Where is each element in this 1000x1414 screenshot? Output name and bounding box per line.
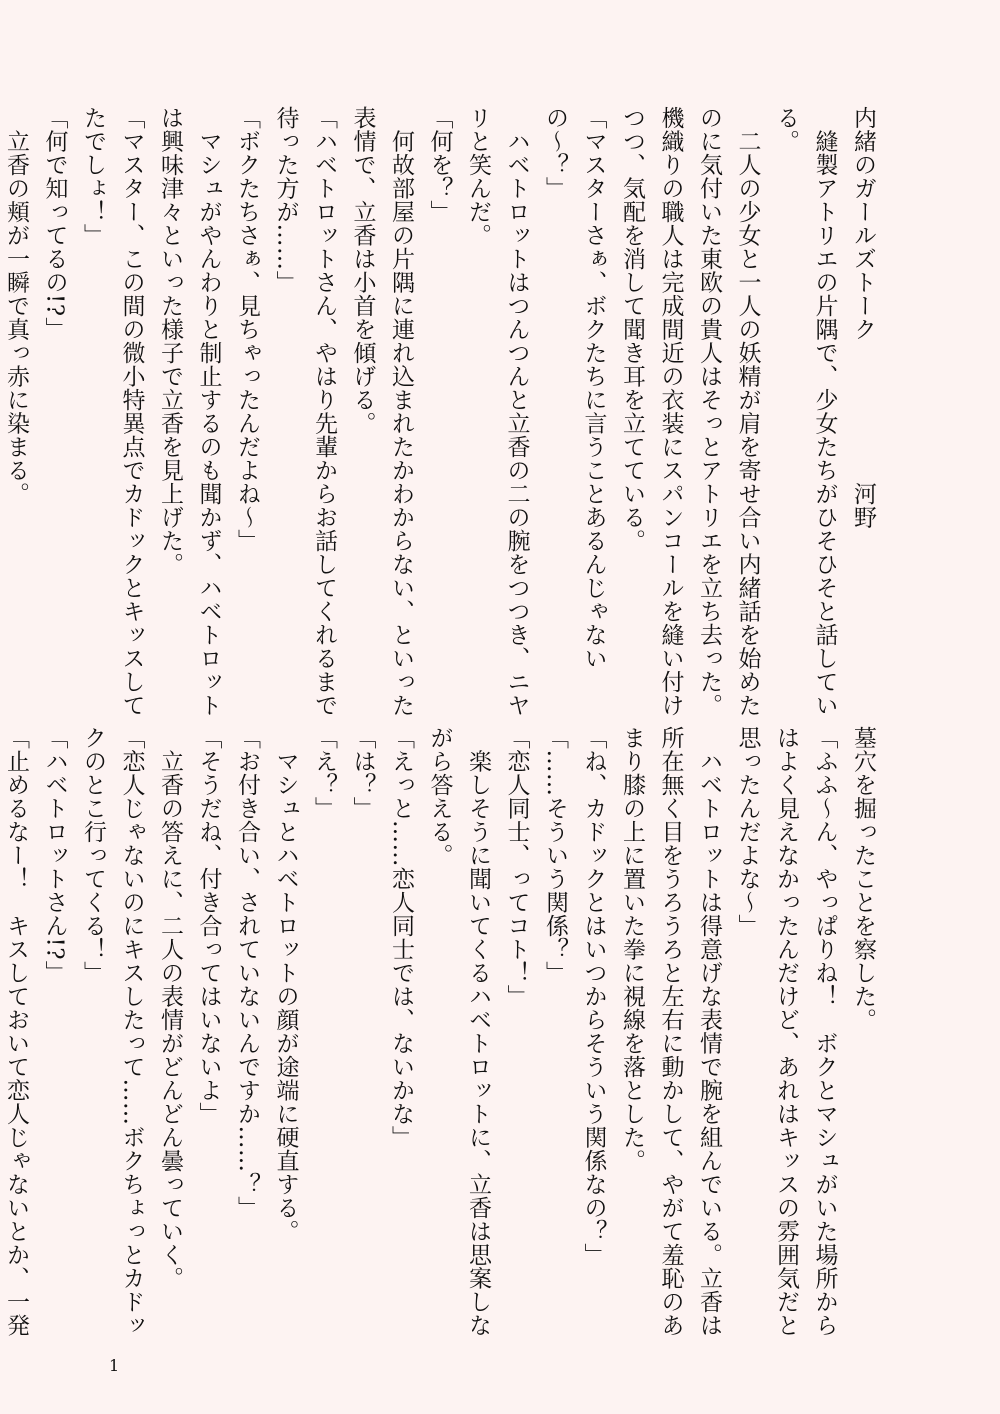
text-column: 待った方が……」 (272, 106, 299, 294)
text-column: 「ね、カドックとはいつからそういう関係なの？」 (580, 726, 607, 1267)
text-column: 「マスターさぁ、ボクたちに言うことあるんじゃない (580, 106, 607, 670)
text-column: 「えっと……恋人同士では、ないかな」 (388, 726, 414, 1149)
text-column: は興味津々といった様子で立香を見上げた。 (157, 106, 183, 576)
text-column: マシュがやんわりと制止するのも聞かず、ハベトロット (195, 106, 222, 717)
text-column: 「ふふ〜ん、やっぱりね！ ボクとマシュがいた場所から (811, 726, 838, 1337)
text-column: 「ハベトロットさん!?」 (41, 726, 68, 984)
text-column: がら答える。 (426, 726, 453, 867)
text-column: クのとこ行ってくる！」 (80, 726, 106, 985)
text-column: 墓穴を掘ったことを察した。 (850, 726, 876, 1032)
text-column: 思ったんだよな〜」 (734, 726, 761, 938)
text-column: 楽しそうに聞いてくるハベトロットに、立香は思案しな (465, 726, 491, 1337)
text-column: マシュとハベトロットの顔が途端に硬直する。 (272, 726, 299, 1243)
page-number: 1 (109, 1356, 120, 1375)
text-column: 「は？」 (349, 726, 376, 820)
text-column: 縫製アトリエの片隅で、少女たちがひそひそと話してい (811, 106, 838, 717)
text-column: 「そうだね、付き合ってはいないよ」 (195, 726, 222, 1126)
text-column: 「止めるなー！ キスしておいて恋人じゃないとか、一発 (3, 726, 29, 1337)
text-column: 何故部屋の片隅に連れ込まれたかわからない、といった (388, 106, 414, 717)
text-column: リと笑んだ。 (465, 106, 491, 247)
text-column: ハベトロットはつんつんと立香の二の腕をつつき、ニヤ (503, 106, 530, 717)
text-column: 立香の答えに、二人の表情がどんどん曇っていく。 (157, 726, 183, 1290)
text-column: 立香の頬が一瞬で真っ赤に染まる。 (3, 106, 29, 506)
text-column: まり膝の上に置いた拳に視線を落とした。 (619, 726, 645, 1173)
text-column: ハベトロットは得意げな表情で腕を組んでいる。立香は (696, 726, 722, 1337)
text-column: 表情で、立香は小首を傾げる。 (349, 106, 376, 435)
text-column: 機織りの職人は完成間近の衣装にスパンコールを縫い付け (657, 106, 684, 717)
text-column: たでしょ！」 (80, 106, 106, 247)
text-column: 所在無く目をうろうろと左右に動かして、やがて羞恥のあ (657, 726, 684, 1337)
text-column: 「え？」 (311, 726, 337, 820)
lower-text-block (3, 726, 882, 1337)
text-column: 「何で知ってるの!?」 (41, 106, 68, 341)
text-column: 「……そういう関係？」 (542, 726, 568, 985)
text-column: のに気付いた東欧の貴人はそっとアトリエを立ち去った。 (696, 106, 722, 717)
text-column: つつ、気配を消して聞き耳を立てている。 (619, 106, 645, 553)
text-column: の〜？」 (542, 106, 568, 200)
text-column: 「ボクたちさぁ、見ちゃったんだよね〜」 (234, 106, 260, 553)
text-column: る。 (773, 106, 799, 153)
text-column: 二人の少女と一人の妖精が肩を寄せ合い内緒話を始めた (734, 106, 761, 717)
story-title-line: 内緒のガールズトーク 河野 (850, 106, 876, 529)
upper-text-block (3, 106, 882, 717)
text-column: はよく見えなかったんだけど、あれはキッスの雰囲気だと (773, 726, 799, 1337)
text-column: 「マスター、この間の微小特異点でカドックとキッスして (118, 106, 145, 717)
text-column: 「ハベトロットさん、やはり先輩からお話してくれるまで (311, 106, 337, 717)
text-column: 「お付き合い、されていないんですか……？」 (234, 726, 260, 1220)
text-column: 「恋人同士、ってコト！」 (503, 726, 530, 1008)
text-column: 「何を？」 (426, 106, 453, 224)
text-column: 「恋人じゃないのにキスしたって……ボクちょっとカドッ (118, 726, 145, 1337)
